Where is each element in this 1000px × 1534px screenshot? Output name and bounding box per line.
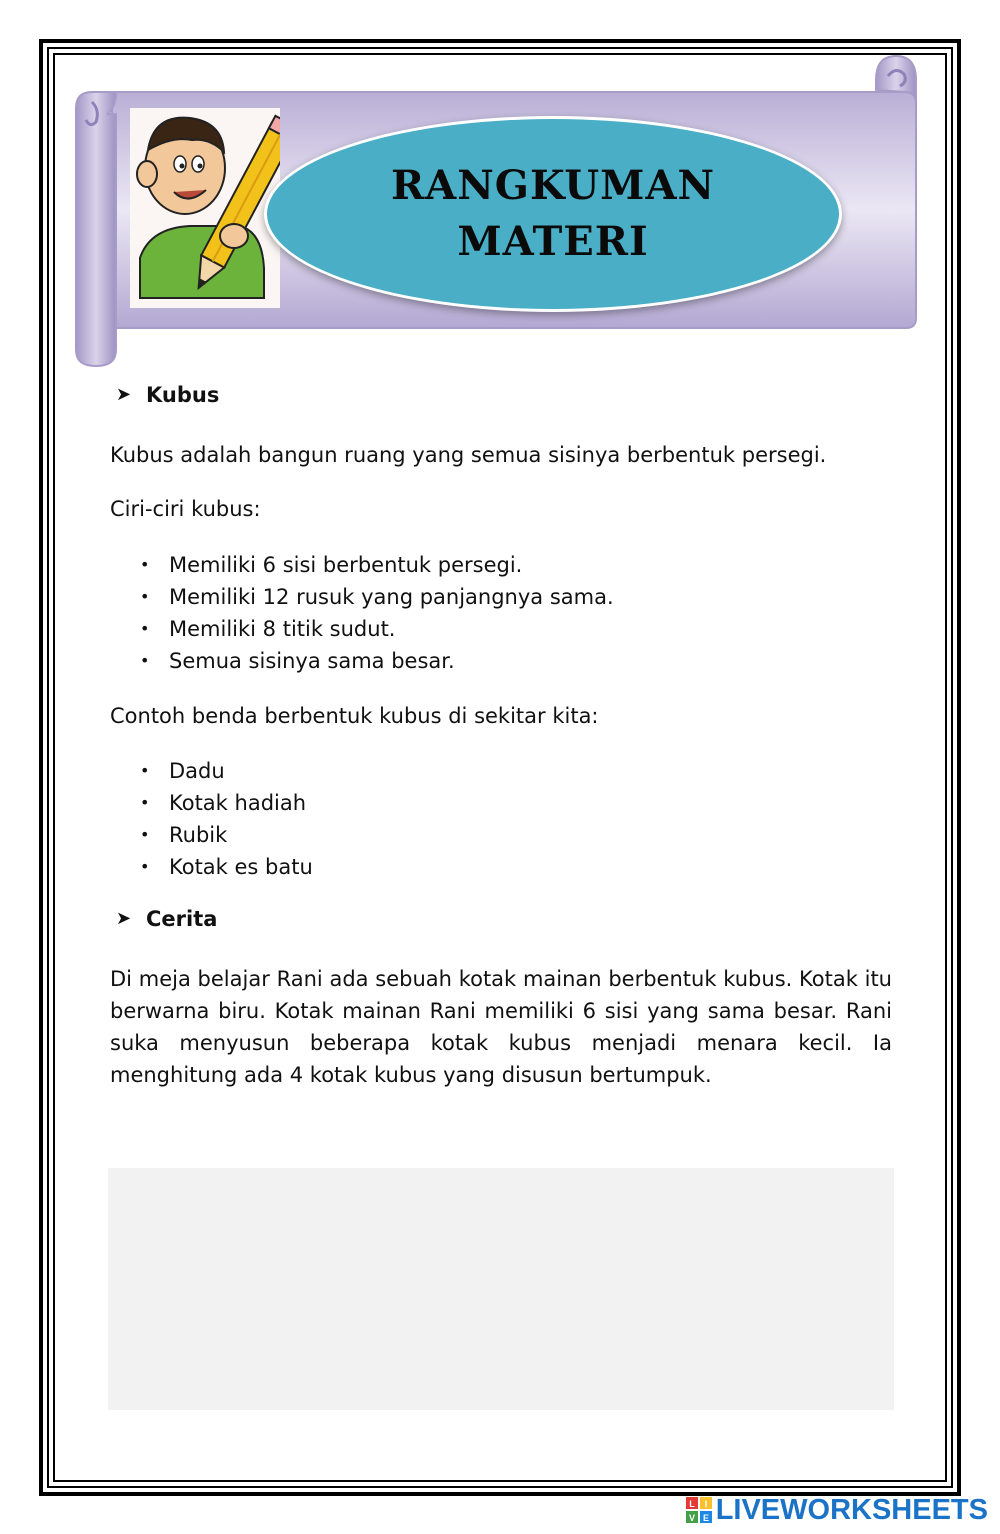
summary-content (110, 375, 892, 1091)
boy-with-pencil-illustration (130, 108, 280, 308)
arrow-bullet-icon: ➤ (116, 908, 132, 929)
list-item: • Rubik (110, 819, 892, 851)
section-heading-label: Kubus (146, 383, 220, 407)
section-heading-kubus (116, 375, 892, 415)
list-item: • Memiliki 6 sisi berbentuk persegi. (110, 549, 892, 581)
cube-features-list (110, 549, 892, 677)
list-item: • Memiliki 8 titik sudut. (110, 613, 892, 645)
title-banner (70, 50, 930, 380)
cube-features-intro: Ciri-ciri kubus: (110, 497, 261, 521)
arrow-bullet-icon: ➤ (116, 384, 132, 405)
cube-examples-list (110, 755, 892, 883)
section-heading-cerita (116, 899, 892, 939)
section-heading-label: Cerita (146, 907, 218, 931)
page-title-line-1: RANGKUMAN (390, 162, 716, 209)
logo-letter-i: I (704, 1499, 707, 1509)
cube-examples-intro: Contoh benda berbentuk kubus di sekitar kita: (110, 704, 599, 728)
logo-letter-v: V (688, 1513, 695, 1523)
cube-definition: Kubus adalah bangun ruang yang semua sisinya berbentuk persegi. (110, 443, 827, 467)
story-paragraph: Di meja belajar Rani ada sebuah kotak mainan berbentuk kubus. Kotak itu berwarna biru. Kotak mainan Rani memiliki 6 sisi yang sama besar. Rani suka menyusun beberapa kotak kubus menjadi menara kecil. Ia menghitung ada 4 kotak kubus yang disusun bertumpuk. (110, 967, 892, 1087)
list-item: • Memiliki 12 rusuk yang panjangnya sama. (110, 581, 892, 613)
watermark-text: LIVEWORKSHEETS (715, 1493, 988, 1526)
list-item: • Dadu (110, 755, 892, 787)
logo-letter-e: E (702, 1513, 709, 1523)
answer-area-placeholder (108, 1168, 894, 1410)
logo-letter-l: L (688, 1499, 695, 1509)
title-ellipse (264, 116, 842, 312)
liveworksheets-watermark (686, 1494, 988, 1526)
liveworksheets-logo-icon (686, 1497, 712, 1523)
list-item: • Semua sisinya sama besar. (110, 645, 892, 677)
page-title-line-2: MATERI (457, 218, 649, 265)
list-item: • Kotak es batu (110, 851, 892, 883)
list-item: • Kotak hadiah (110, 787, 892, 819)
